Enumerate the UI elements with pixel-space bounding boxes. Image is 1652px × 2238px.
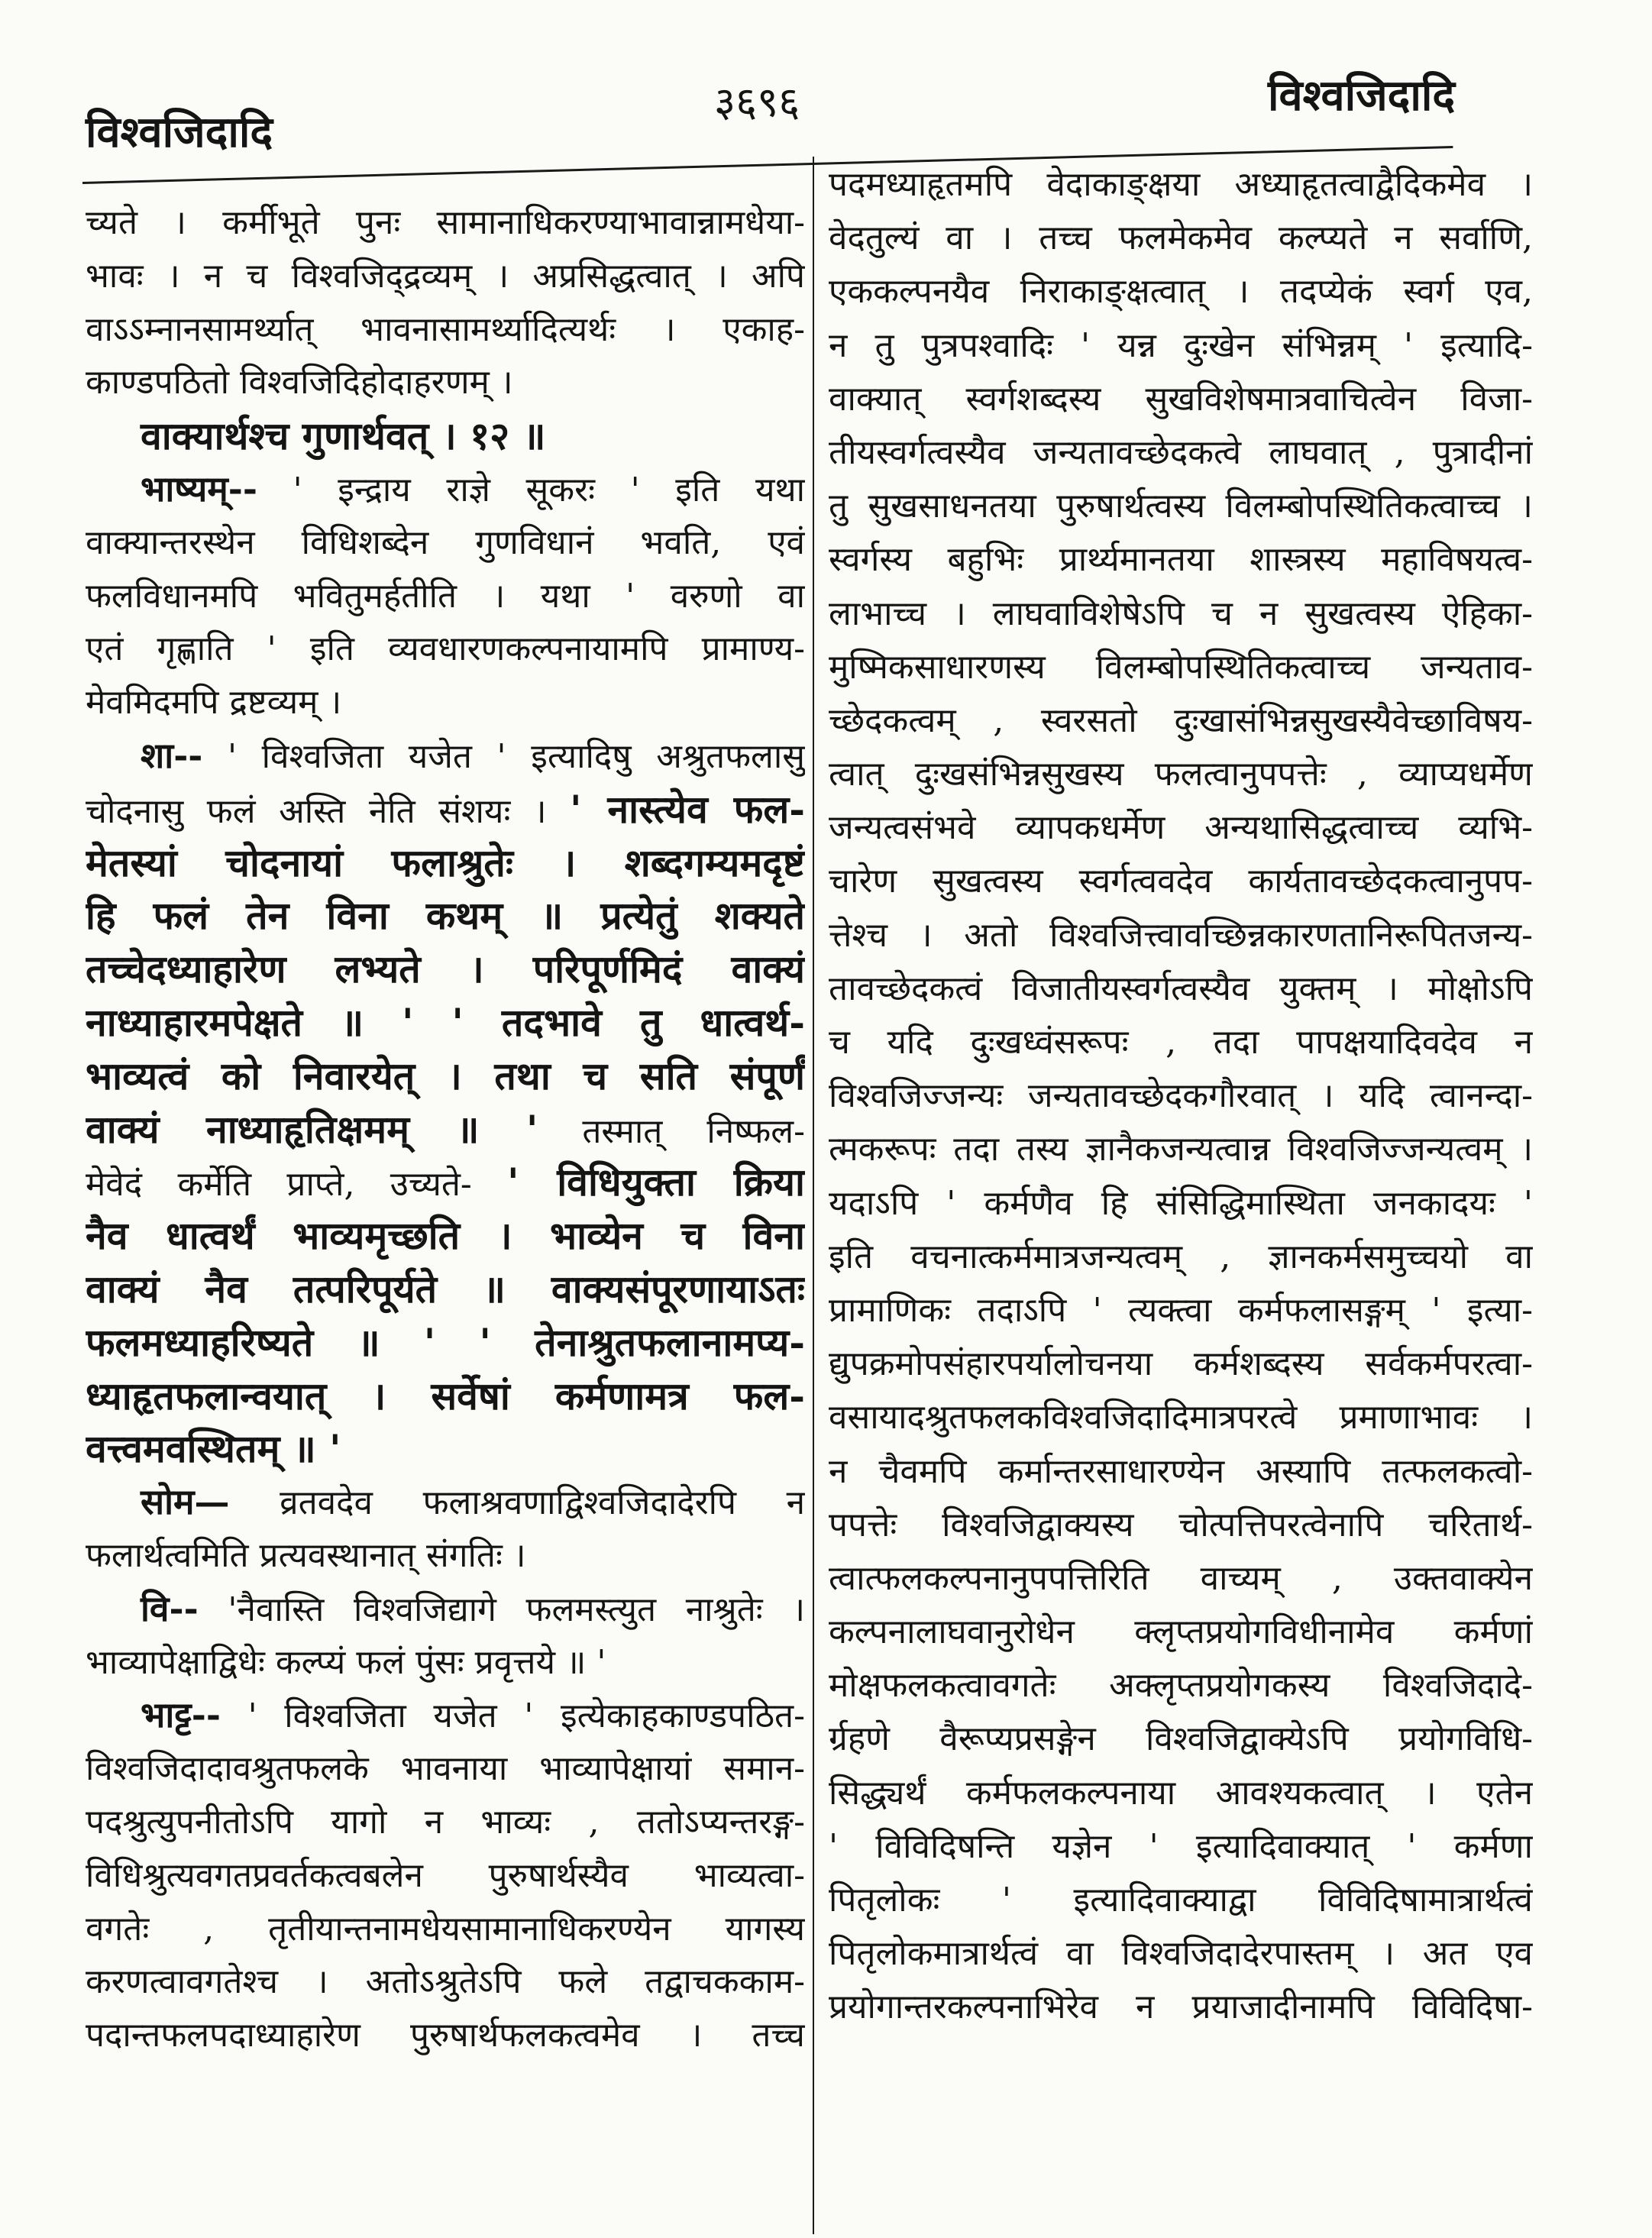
text-line [86, 1955, 805, 2009]
text-line [829, 1231, 1533, 1284]
line-text: पितृलोकः ' इत्यादिवाक्याद्वा विविदिषामात्रार्थत्वं [829, 1881, 1533, 1919]
text-line [86, 676, 805, 729]
line-text: काण्डपठितो विश्वजिदिहोदाहरणम् । [86, 363, 513, 403]
text-line [829, 641, 1533, 694]
line-text [86, 783, 805, 839]
text-line [829, 855, 1533, 908]
text-line [86, 1796, 805, 1849]
text-line [86, 1529, 805, 1583]
text-line [86, 1849, 805, 1903]
text-line [829, 748, 1533, 801]
text-line [829, 962, 1533, 1016]
line-text: त्मकरूपः तदा तस्य ज्ञानैकजन्यत्वान्न विश्वजिज्जन्यत्वम् । [829, 1130, 1533, 1169]
text-line [86, 1583, 805, 1636]
text-line [829, 1016, 1533, 1069]
left-column [86, 196, 805, 2062]
verse-text: मेतस्यां चोदनायां फलाश्रुतेः । शब्दगम्यमदृष्टं [86, 839, 805, 885]
text-line [829, 1927, 1533, 1981]
text-line [829, 801, 1533, 855]
line-text: इति वचनात्कर्ममात्रजन्यत्वम् , ज्ञानकर्मसमुच्चयो वा [829, 1237, 1533, 1276]
sutra-heading: वाक्यार्थश्च गुणार्थवत् । १२ ॥ [141, 413, 546, 459]
running-head-left: विश्वजिदादि [86, 107, 273, 157]
text-line [86, 783, 805, 836]
line-text [141, 1476, 805, 1530]
right-column [829, 158, 1533, 2035]
verse-text: वाक्यं नाध्याहृतिक्षमम् ॥ ' [86, 1106, 538, 1152]
verse-text: वत्त्वमवस्थितम् ॥ ' [86, 1426, 341, 1472]
text-line [86, 729, 805, 783]
commentary-label: सोम— [141, 1481, 230, 1523]
text-line [86, 196, 805, 250]
text-line [86, 1742, 805, 1796]
verse-text: ' विधियुक्ता क्रिया [507, 1159, 805, 1205]
line-text: चारेण सुखत्वस्य स्वर्गत्ववदेव कार्यतावच्छेदकत्वानुपप- [829, 862, 1533, 901]
text-line [86, 889, 805, 943]
line-text: मेवमिदमपि द्रष्टव्यम् । [86, 683, 342, 723]
text-line [829, 319, 1533, 373]
commentary-label: शा-- [141, 734, 203, 776]
line-text [86, 1156, 805, 1211]
text-line [829, 533, 1533, 587]
line-text: विश्वजिदादावश्रुतफलके भावनाया भाव्यापेक्षायां समान- [86, 1749, 805, 1789]
column-divider [813, 157, 814, 2234]
text-line [829, 1445, 1533, 1499]
text-line [86, 1422, 805, 1476]
text-line [829, 1552, 1533, 1606]
text-line [829, 1069, 1533, 1123]
text-line [829, 1177, 1533, 1231]
verse-text: नाध्याहारमपेक्षते ॥ ' ' तदभावे तु धात्वर्थ- [86, 999, 805, 1045]
text-line [829, 694, 1533, 748]
line-text: च्यते । कर्मीभूते पुनः सामानाधिकरण्याभावान्नामधेया- [86, 203, 805, 242]
line-text: लाभाच्च । लाघवाविशेषेऽपि च न सुखत्वस्य ऐहिका- [829, 593, 1533, 633]
line-text: न चैवमपि कर्मान्तरसाधारण्येन अस्यापि तत्फलकत्वो- [829, 1451, 1533, 1491]
verse-text: भाव्यत्वं को निवारयेत् । तथा च सति संपूर्णं [86, 1053, 805, 1098]
text-line [86, 623, 805, 676]
text-line [86, 1903, 805, 1956]
line-text: वाक्यात् स्वर्गशब्दस्य सुखविशेषमात्रवाचित्वेन विजा- [829, 379, 1533, 419]
page-number: ३६९६ [714, 78, 800, 126]
text-line [86, 303, 805, 357]
line-text: वाऽऽम्नानसामर्थ्यात् भावनासामर्थ्यादित्यर्थः । एकाह- [86, 309, 805, 349]
line-text: च्छेदकत्वम् , स्वरसतो दुःखासंभिन्नसुखस्यैवेच्छाविषय- [829, 700, 1533, 740]
line-text-segment: 'नैवास्ति विश्वजिद्यागे फलमस्त्युत नाश्रुतेः । [228, 1590, 805, 1629]
line-text: विधिश्रुत्यवगतप्रवर्तकत्वबलेन पुरुषार्थस्यैव भाव्यत्वा- [86, 1855, 805, 1895]
text-line [86, 356, 805, 409]
text-line [829, 1391, 1533, 1444]
line-text: जन्यत्वसंभवे व्यापकधर्मेण अन्यथासिद्धत्वाच्च व्यभि- [829, 808, 1533, 848]
sutra-line [86, 409, 805, 463]
verse-text: ' नास्त्येव फल- [570, 786, 805, 832]
text-line [829, 1284, 1533, 1337]
text-line [86, 1476, 805, 1529]
text-line [829, 1606, 1533, 1659]
text-line [829, 1499, 1533, 1552]
line-text: वाक्यान्तरस्थेन विधिशब्देन गुणविधानं भवति, एवं [86, 522, 805, 562]
text-line [86, 250, 805, 303]
line-text: यदाऽपि ' कर्मणैव हि संसिद्धिमास्थिता जनकादयः ' [829, 1183, 1533, 1223]
text-line [86, 1209, 805, 1263]
text-line [829, 426, 1533, 480]
text-line [829, 1820, 1533, 1874]
verse-text: तच्चेदध्याहारेण लभ्यते । परिपूर्णमिदं वाक्यं [86, 946, 805, 992]
text-line [829, 1659, 1533, 1712]
line-text [86, 1103, 805, 1159]
line-text [141, 729, 805, 784]
line-text-segment: ' विश्वजिता यजेत ' इत्येकाहकाण्डपठित- [247, 1696, 805, 1736]
line-text-segment: ' विश्वजिता यजेत ' इत्यादिषु अश्रुतफलासु [227, 736, 805, 776]
line-text: त्वात्फलकल्पनानुपपत्तिरिति वाच्यम् , उक्तवाक्येन [829, 1558, 1533, 1598]
line-text: मुष्मिकसाधारणस्य विलम्बोपस्थितिकत्वाच्च जन्यताव- [829, 647, 1533, 687]
line-text-segment: चोदनासु फलं अस्ति नेति संशयः । [86, 791, 547, 831]
line-text-segment: तस्मात् निष्फल- [582, 1111, 805, 1151]
line-text: प्रयोगान्तरकल्पनाभिरेव न प्रयाजादीनामपि विविदिषा- [829, 1987, 1533, 2027]
text-line [86, 836, 805, 890]
text-line [829, 373, 1533, 426]
commentary-label: वि-- [141, 1587, 199, 1629]
line-text [141, 1583, 805, 1637]
line-text: तु सुखसाधनतया पुरुषार्थत्वस्य विलम्बोपस्थितिकत्वाच्च । [829, 487, 1533, 526]
text-line [829, 587, 1533, 641]
line-text: पदश्रुत्युपनीतोऽपि यागो न भाव्यः , ततोऽप्यन्तरङ्ग- [86, 1802, 805, 1842]
text-line [86, 943, 805, 996]
line-text: द्युपक्रमोपसंहारपर्यालोचनया कर्मशब्दस्य सर्वकर्मपरत्वा- [829, 1344, 1533, 1384]
text-line [829, 212, 1533, 265]
line-text: पपत्तेः विश्वजिद्वाक्यस्य चोत्पत्तिपरत्वेनापि चरितार्थ- [829, 1505, 1533, 1544]
line-text: भावः । न च विश्वजिद्द्रव्यम् । अप्रसिद्धत्वात् । अपि [86, 256, 805, 296]
verse-text: वाक्यं नैव तत्परिपूर्यते ॥ वाक्यसंपूरणायाऽतः [86, 1266, 805, 1311]
text-line [86, 996, 805, 1049]
commentary-label: भाष्यम्-- [141, 467, 257, 509]
line-text: पदमध्याहृतमपि वेदाकाङ्क्षया अध्याहृतत्वाद्वैदिकमेव । [829, 165, 1533, 204]
text-line [86, 1689, 805, 1742]
text-line [829, 909, 1533, 962]
line-text: स्वर्गस्य बहुभिः प्रार्थ्यमानतया शास्त्रस्य महाविषयत्व- [829, 540, 1533, 580]
running-head-right: विश्वजिदादि [1268, 70, 1456, 121]
commentary-label: भाट्ट-- [141, 1694, 221, 1736]
line-text [141, 463, 805, 517]
text-line [829, 1874, 1533, 1927]
text-line [829, 1123, 1533, 1176]
line-text: वसायादश्रुतफलकविश्वजिदादिमात्रपरत्वे प्रमाणाभावः । [829, 1398, 1533, 1438]
line-text: वेदतुल्यं वा । तच्च फलमेकमेव कल्प्यते न सर्वाणि, [829, 218, 1533, 258]
text-line [86, 1263, 805, 1316]
verse-text: फलमध्याहरिष्यते ॥ ' ' तेनाश्रुतफलानामप्य- [86, 1319, 805, 1365]
line-text: त्तेश्च । अतो विश्वजित्त्वावच्छिन्नकारणतानिरूपितजन्य- [829, 915, 1533, 955]
text-line [86, 570, 805, 623]
line-text: सिद्ध्यर्थं कर्मफलकल्पनाया आवश्यकत्वात् । एतेन [829, 1773, 1533, 1813]
text-line [829, 158, 1533, 212]
line-text: च यदि दुःखध्वंसरूपः , तदा पापक्षयादिवदेव न [829, 1023, 1533, 1062]
text-line [829, 265, 1533, 319]
line-text: एतं गृह्णाति ' इति व्यवधारणकल्पनायामपि प्रामाण्य- [86, 629, 805, 669]
line-text: न तु पुत्रपश्वादिः ' यन्न दुःखेन संभिन्नम् ' इत्यादि- [829, 325, 1533, 365]
line-text: भाव्यापेक्षाद्विधेः कल्प्यं फलं पुंसः प्रवृत्तये ॥ ' [86, 1642, 606, 1682]
text-line [86, 1103, 805, 1156]
line-text: विश्वजिज्जन्यः जन्यतावच्छेदकगौरवात् । यदि त्वानन्दा- [829, 1076, 1533, 1116]
line-text: र्ग्रहणे वैरूप्यप्रसङ्गेन विश्वजिद्वाक्येऽपि प्रयोगविधि- [829, 1719, 1533, 1759]
line-text: फलार्थत्वमिति प्रत्यवस्थानात् संगतिः । [86, 1535, 526, 1575]
line-text: करणत्वावगतेश्च । अतोऽश्रुतेऽपि फले तद्वाचककाम- [86, 1962, 805, 2002]
text-line [86, 1049, 805, 1103]
text-line [829, 1767, 1533, 1820]
line-text: तावच्छेदकत्वं विजातीयस्वर्गत्वस्यैव युक्तम् । मोक्षोऽपि [829, 969, 1533, 1008]
line-text: ' विविदिषन्ति यज्ञेन ' इत्यादिवाक्यात् ' कर्मणा [829, 1826, 1533, 1866]
line-text: मोक्षफलकत्वावगतेः अक्लृप्तप्रयोगकस्य विश्वजिदादे- [829, 1666, 1533, 1706]
line-text: तीयस्वर्गत्वस्यैव जन्यतावच्छेदकत्वे लाघवात् , पुत्रादीनां [829, 432, 1533, 472]
line-text: फलविधानमपि भवितुमर्हतीति । यथा ' वरुणो वा [86, 576, 805, 616]
text-line [829, 1712, 1533, 1766]
text-line [86, 1636, 805, 1690]
text-line [829, 1981, 1533, 2034]
text-line [86, 1156, 805, 1209]
verse-text: नैव धात्वर्थं भाव्यमृच्छति । भाव्येन च विना [86, 1213, 805, 1259]
verse-text: हि फलं तेन विना कथम् ॥ प्रत्येतुं शक्यते [86, 893, 805, 939]
line-text-segment: मेवेदं कर्मेति प्राप्ते, उच्यते- [86, 1165, 472, 1205]
text-line [86, 2009, 805, 2062]
verse-text: ध्याहृतफलान्वयात् । सर्वेषां कर्मणामत्र फल- [86, 1373, 805, 1418]
line-text: त्वात् दुःखसंभिन्नसुखस्य फलत्वानुपपत्तेः , व्याप्यधर्मेण [829, 755, 1533, 794]
text-line [829, 1337, 1533, 1391]
line-text: एककल्पनयैव निराकाङ्क्षत्वात् । तदप्येकं स्वर्ग एव, [829, 272, 1533, 312]
line-text: वगतेः , तृतीयान्तनामधेयसामानाधिकरण्येन यागस्य [86, 1909, 805, 1949]
line-text [141, 1689, 805, 1743]
text-line [829, 480, 1533, 533]
line-text: प्रामाणिकः तदाऽपि ' त्यक्त्वा कर्मफलासङ्गम् ' इत्या- [829, 1290, 1533, 1330]
line-text: पदान्तफलपदाध्याहारेण पुरुषार्थफलकत्वमेव । तच्च [86, 2016, 805, 2055]
line-text: पितृलोकमात्रार्थत्वं वा विश्वजिदादेरपास्तम् । अत एव [829, 1934, 1533, 1974]
line-text-segment: ' इन्द्राय राज्ञे सूकरः ' इति यथा [293, 470, 805, 509]
text-line [86, 1370, 805, 1423]
text-line [86, 1316, 805, 1370]
text-line [86, 516, 805, 570]
line-text-segment: व्रतवदेव फलाश्रवणाद्विश्वजिदादेरपि न [280, 1483, 805, 1523]
line-text: कल्पनालाघवानुरोधेन क्लृप्तप्रयोगविधीनामेव कर्मणां [829, 1612, 1533, 1652]
text-line [86, 463, 805, 516]
